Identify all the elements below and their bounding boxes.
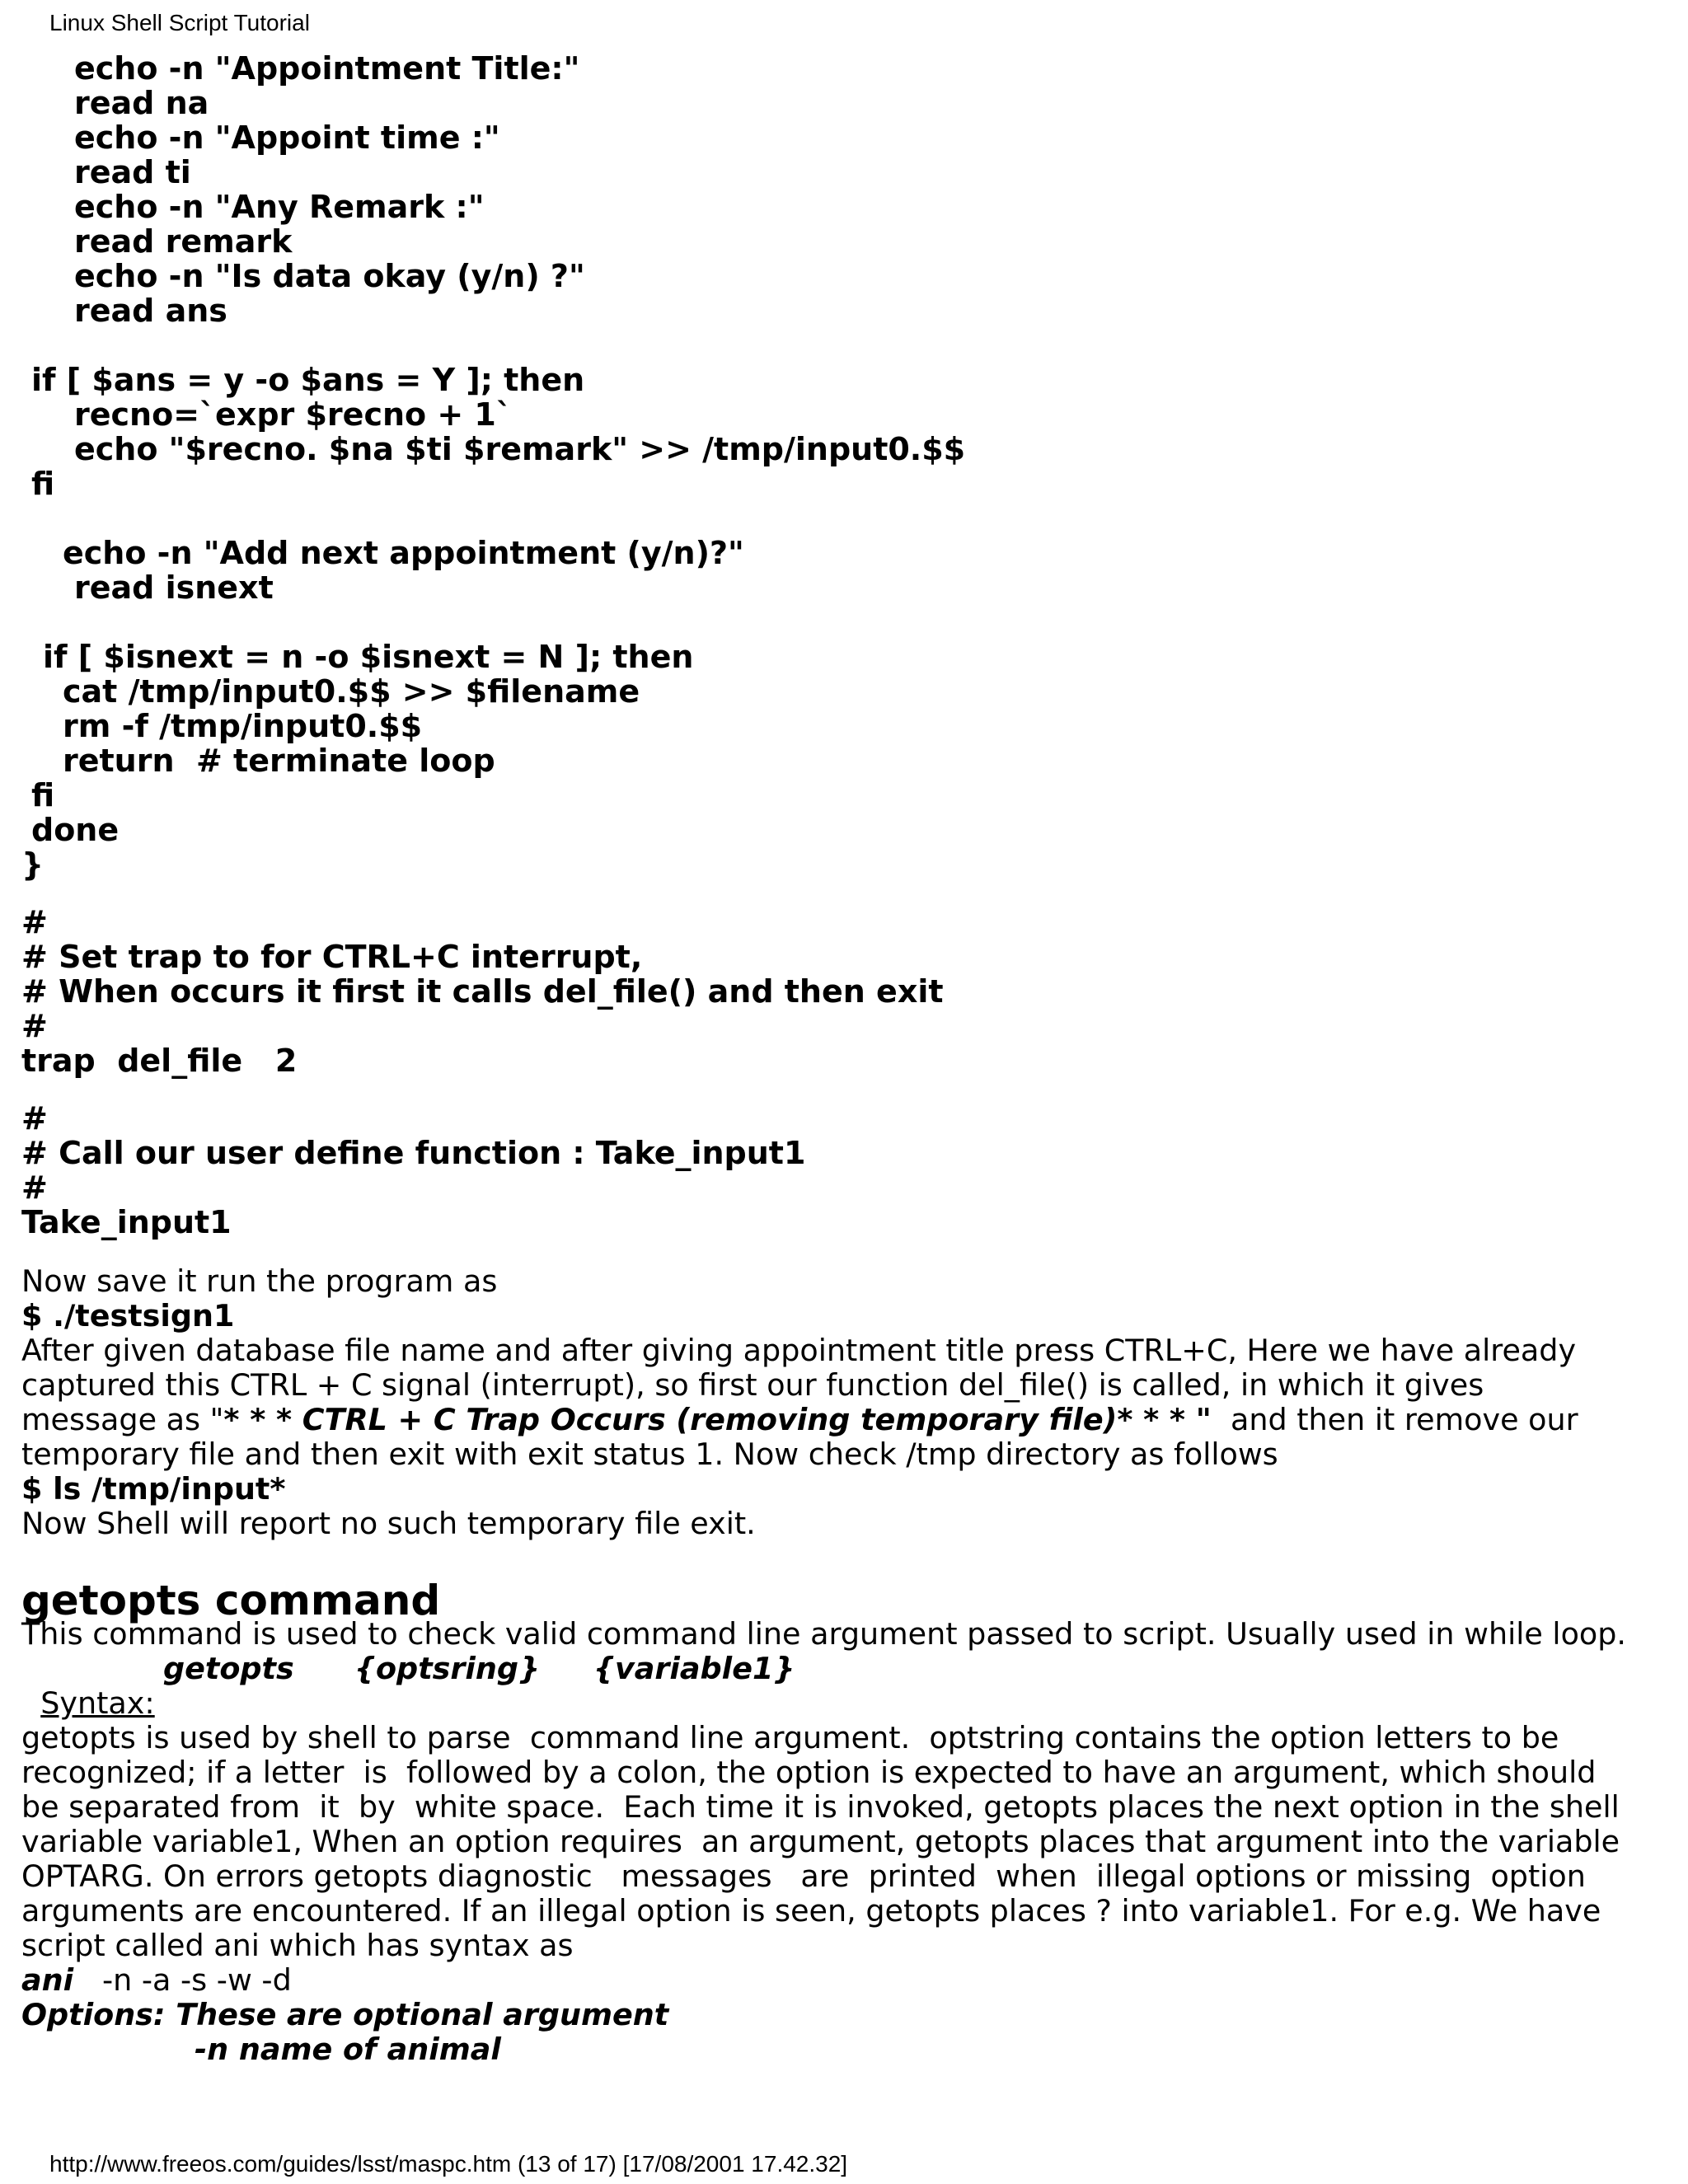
paragraph-line: temporary file and then exit with exit status 1. Now check /tmp directory as follows bbox=[21, 1436, 1278, 1472]
paragraph-line: After given database file name and after giving appointment title press CTRL+C, Here we have already bbox=[21, 1333, 1577, 1368]
paragraph-text: message as " bbox=[21, 1402, 224, 1437]
ani-options: -n -a -s -w -d bbox=[73, 1962, 292, 1998]
code-line: fi bbox=[31, 777, 55, 813]
code-line: # bbox=[21, 1100, 48, 1137]
code-line: read remark bbox=[74, 223, 293, 260]
run-command-text: $ ./testsign1 bbox=[21, 1298, 235, 1333]
code-line: echo -n "Is data okay (y/n) ?" bbox=[74, 258, 585, 294]
code-line: read ti bbox=[74, 154, 191, 190]
code-line: echo -n "Appoint time :" bbox=[74, 120, 500, 156]
code-line: echo -n "Any Remark :" bbox=[74, 189, 485, 225]
code-line: cat /tmp/input0.$$ >> $filename bbox=[63, 673, 640, 710]
option-n-description: -n name of animal bbox=[195, 2032, 501, 2067]
code-line: echo -n "Add next appointment (y/n)?" bbox=[63, 535, 744, 571]
code-line: fi bbox=[31, 466, 55, 502]
code-line: echo -n "Appointment Title:" bbox=[74, 50, 580, 87]
code-line: # bbox=[21, 904, 48, 940]
paragraph-line: arguments are encountered. If an illegal option is seen, getopts places ? into variable1. For e.g. We have bbox=[21, 1893, 1601, 1929]
print-footer: http://www.freeos.com/guides/lsst/maspc.htm (13 of 17) [17/08/2001 17.42.32] bbox=[49, 2151, 848, 2177]
code-line: if [ $ans = y -o $ans = Y ]; then bbox=[31, 362, 585, 398]
ls-command-text: $ ls /tmp/input* bbox=[21, 1471, 286, 1507]
ls-command bbox=[21, 1472, 285, 1507]
save-run-text: Now save it run the program as bbox=[21, 1263, 498, 1299]
code-line: done bbox=[31, 812, 120, 848]
code-line: # Call our user define function : Take_input1 bbox=[21, 1135, 806, 1171]
syntax-arg-variable: {variable1} bbox=[593, 1651, 795, 1686]
syntax-arg-optstring: {optsring} bbox=[354, 1651, 540, 1686]
syntax-command: getopts bbox=[163, 1651, 294, 1686]
paragraph-text: and then it remove our bbox=[1211, 1402, 1578, 1437]
print-header: Linux Shell Script Tutorial bbox=[49, 10, 310, 35]
code-line: # Set trap to for CTRL+C interrupt, bbox=[21, 939, 643, 975]
code-line: if [ $isnext = n -o $isnext = N ]; then bbox=[43, 639, 694, 675]
paragraph-line: recognized; if a letter is followed by a colon, the option is expected to have an argument, which should bbox=[21, 1755, 1597, 1790]
ani-syntax bbox=[21, 1963, 292, 1998]
code-line: Take_input1 bbox=[21, 1204, 232, 1240]
paragraph-line: OPTARG. On errors getopts diagnostic messages are printed when illegal options or missing option bbox=[21, 1858, 1586, 1894]
paragraph-line bbox=[21, 1403, 1578, 1437]
paragraph-line: variable variable1, When an option requires an argument, getopts places that argument into the variable bbox=[21, 1824, 1620, 1859]
trap-message-emphasis: * * * CTRL + C Trap Occurs (removing temporary file)* * * " bbox=[223, 1402, 1212, 1437]
code-line: echo "$recno. $na $ti $remark" >> /tmp/input0.$$ bbox=[74, 431, 966, 467]
code-line: # When occurs it first it calls del_file() and then exit bbox=[21, 973, 944, 1010]
getopts-intro: This command is used to check valid command line argument passed to script. Usually used in while loop. bbox=[21, 1616, 1627, 1652]
code-line: # bbox=[21, 1169, 48, 1206]
code-line: # bbox=[21, 1008, 48, 1044]
code-line: return # terminate loop bbox=[63, 743, 495, 779]
paragraph-line: script called ani which has syntax as bbox=[21, 1928, 574, 1963]
ani-name: ani bbox=[21, 1962, 74, 1998]
options-heading: Options: These are optional argument bbox=[21, 1997, 669, 2032]
report-text: Now Shell will report no such temporary file exit. bbox=[21, 1506, 756, 1541]
code-line: rm -f /tmp/input0.$$ bbox=[63, 708, 423, 744]
run-command bbox=[21, 1299, 234, 1333]
code-line: recno=`expr $recno + 1` bbox=[74, 396, 512, 433]
paragraph-line: captured this CTRL + C signal (interrupt), so first our function del_file() is called, in which it gives bbox=[21, 1367, 1484, 1403]
code-line: read ans bbox=[74, 293, 227, 329]
code-line: read na bbox=[74, 85, 209, 121]
paragraph-line: getopts is used by shell to parse command line argument. optstring contains the option letters to be bbox=[21, 1720, 1559, 1755]
code-line: trap del_file 2 bbox=[21, 1043, 298, 1079]
paragraph-line: be separated from it by white space. Each time it is invoked, getopts places the next option in the shell bbox=[21, 1789, 1620, 1825]
section-heading: getopts command bbox=[21, 1577, 441, 1624]
code-line: read isnext bbox=[74, 569, 274, 606]
code-line: } bbox=[21, 846, 45, 883]
syntax-label: Syntax: bbox=[40, 1685, 155, 1721]
